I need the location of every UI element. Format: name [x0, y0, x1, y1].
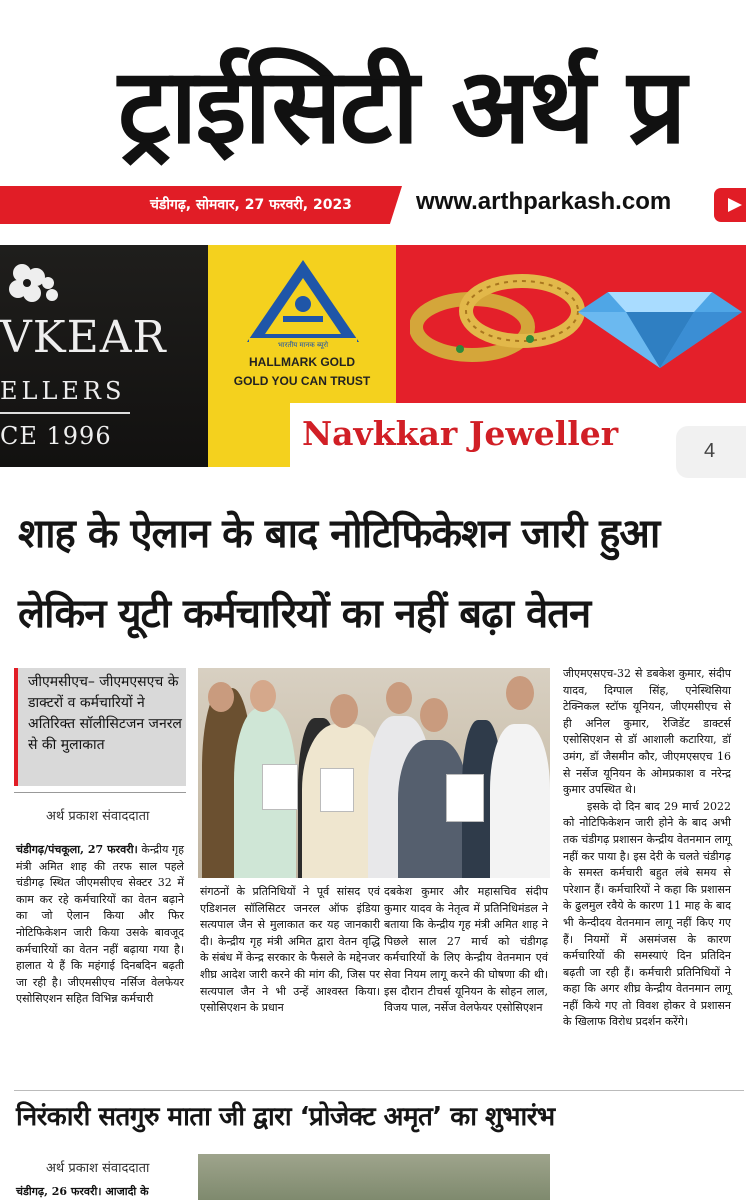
dateline: चंडीगढ़, 26 फरवरी। आजादी के	[16, 1185, 149, 1198]
article-column-3: दबकेश कुमार और महासचिव संदीप कुमार यादव के नेतृत्व में प्रतिनिधिमंडल ने बताया कि केन्द्रीय गृह मंत्री अमित शाह ने पिछले साल 27 मार्च को चंडीगढ़ कर्मचारियों के लिए केन्द्रीय वेतनमान एवं सेवा नियम लागू करने की घोषणा की थी। इस दौरान टीचर्स यूनियन के सोहन लाल, विजय पाल, नर्सेज वेलफेयर एसोसिएशन	[384, 885, 548, 1015]
dateline: चंडीगढ़/पंचकूला, 27 फरवरी।	[16, 843, 138, 856]
headline-line-2: लेकिन यूटी कर्मचारियों का नहीं बढ़ा वेतन	[18, 591, 591, 637]
article-column-2: संगठनों के प्रतिनिधियों ने पूर्व सांसद एवं एडिशनल सॉलिसिटर जनरल ऑफ इंडिया सत्यपाल जैन से मुलाकात कर यह जानकारी दी। केन्द्रीय गृह मंत्री अमित द्वारा वेतन वृद्धि के संबंध में केन्द्र सरकार के फैसले के मद्देनजर शीघ्र आदेश जारी करने की मांग की, जिस पर सत्यपाल जैन ने भी उन्हें आश्वस्त किया। एसोसिएशन के प्रधान	[200, 885, 380, 1015]
youtube-icon[interactable]	[714, 188, 746, 222]
page-number: 4	[704, 440, 716, 462]
ad-since: CE 1996	[0, 422, 112, 450]
ad-brand-name: VKEAR	[0, 312, 167, 363]
ad-jeweller-name: Navkkar Jeweller	[302, 414, 619, 453]
subheadline: जीएमसीएच– जीएमएसएच के डाक्टरों व कर्मचारियों ने अतिरिक्त सॉलीसिटजन जनरल से की मुलाकात	[28, 674, 182, 753]
divider	[14, 792, 186, 793]
issue-date: चंडीगढ़, सोमवार, 27 फरवरी, 2023	[150, 197, 352, 213]
newspaper-title: ट्राईसिटी अर्थ प्र	[118, 45, 685, 167]
hallmark-logo-icon	[243, 256, 363, 351]
news-photo	[198, 1154, 550, 1200]
news-photo	[198, 668, 550, 878]
divider	[14, 1090, 744, 1091]
headline-line-1: शाह के ऐलान के बाद नोटिफिकेशन जारी हुआ	[18, 511, 660, 557]
diamond-image	[574, 270, 746, 370]
ad-trust-text: GOLD YOU CAN TRUST	[233, 374, 371, 388]
second-headline: निरंकारी सतगुरु माता जी द्वारा ‘प्रोजेक्ट अमृत’ का शुभारंभ	[16, 1102, 555, 1132]
ad-hallmark-text: HALLMARK GOLD	[249, 355, 355, 369]
byline: अर्थ प्रकाश संवाददाता	[46, 1161, 150, 1176]
article-column-1	[16, 842, 184, 1008]
gold-bangle-image	[410, 265, 585, 375]
main-headline	[18, 494, 738, 654]
column-paragraph: इसके दो दिन बाद 29 मार्च 2022 को नोटिफिकेशन जारी होने के बाद अभी तक चंडीगढ़ प्रशासन केन्द्रीय वेतनमान लागू नहीं कर पाया है। इस देरी के चलते चंडीगढ़ के समस्त कर्मचारी बहुत लंबे समय से परेशान हैं। कर्मचारियों ने कहा कि प्रशासन के ढुलमुल रवैये के कारण 11 माह के बाद भी केन्दीदय वेतनमान लागू नहीं किए गए हैं। नियमों में असमंजस के कारण कर्मचारियों की समस्याएं दिन प्रतिदिन बढ़ती जा रही हैं। कर्मचारी प्रतिनिधियों ने कहा कि अगर शीघ्र केन्द्रीय वेतनमान लागू नहीं किये गए तो विवश होकर वे प्रशासन के खिलाफ विरोध प्रदर्शन करेंगे।	[563, 799, 731, 1029]
divider	[0, 412, 130, 414]
column-text: केन्द्रीय गृह मंत्री अमित शाह की तरफ साल पहले चंडीगढ़ स्थित जीएमसीएच सेक्टर 32 में काम कर रहे कर्मचारियों का वेतन बढ़ाने का जो ऐलान किया और फिर नोटिफिकेशन जारी किया उसके बावजूद कर्मचारियों का वेतन नहीं बढ़ाया गया है। हालात ये हैं कि महंगाई दिनबदिन बढ़ती जा रही है। जीएमसीएच नर्सिज वेलफेयर एसोसिएशन सहित विभिन्न कर्मचारी	[16, 843, 184, 1006]
hallmark-logo-text: भारतीय मानक ब्यूरो	[277, 341, 329, 349]
flower-logo-icon	[2, 255, 62, 315]
ad-brand-sub: ELLERS	[0, 377, 126, 405]
article-column-4	[563, 666, 731, 1031]
website-link[interactable]: www.arthparkash.com	[416, 188, 672, 215]
byline: अर्थ प्रकाश संवाददाता	[46, 809, 150, 824]
column-paragraph: जीएमएसएच-32 से डबकेश कुमार, संदीप यादव, दिग्पाल सिंह, एनेस्थिसिया टेक्निकल स्टॉफ यूनियन, जीएमसीएच से ही अनिल कुमार, रेजिडेंट डाक्टर्स एसोसिएशन से डॉ आशाली कटारिया, डॉ उमंग, डॉ जैसमीन कौर, जीएमएसएच 16 से नर्सेज यूनियन के ओमप्रकाश व नरेन्द्र कुमार उपस्थित थे।	[563, 667, 731, 797]
